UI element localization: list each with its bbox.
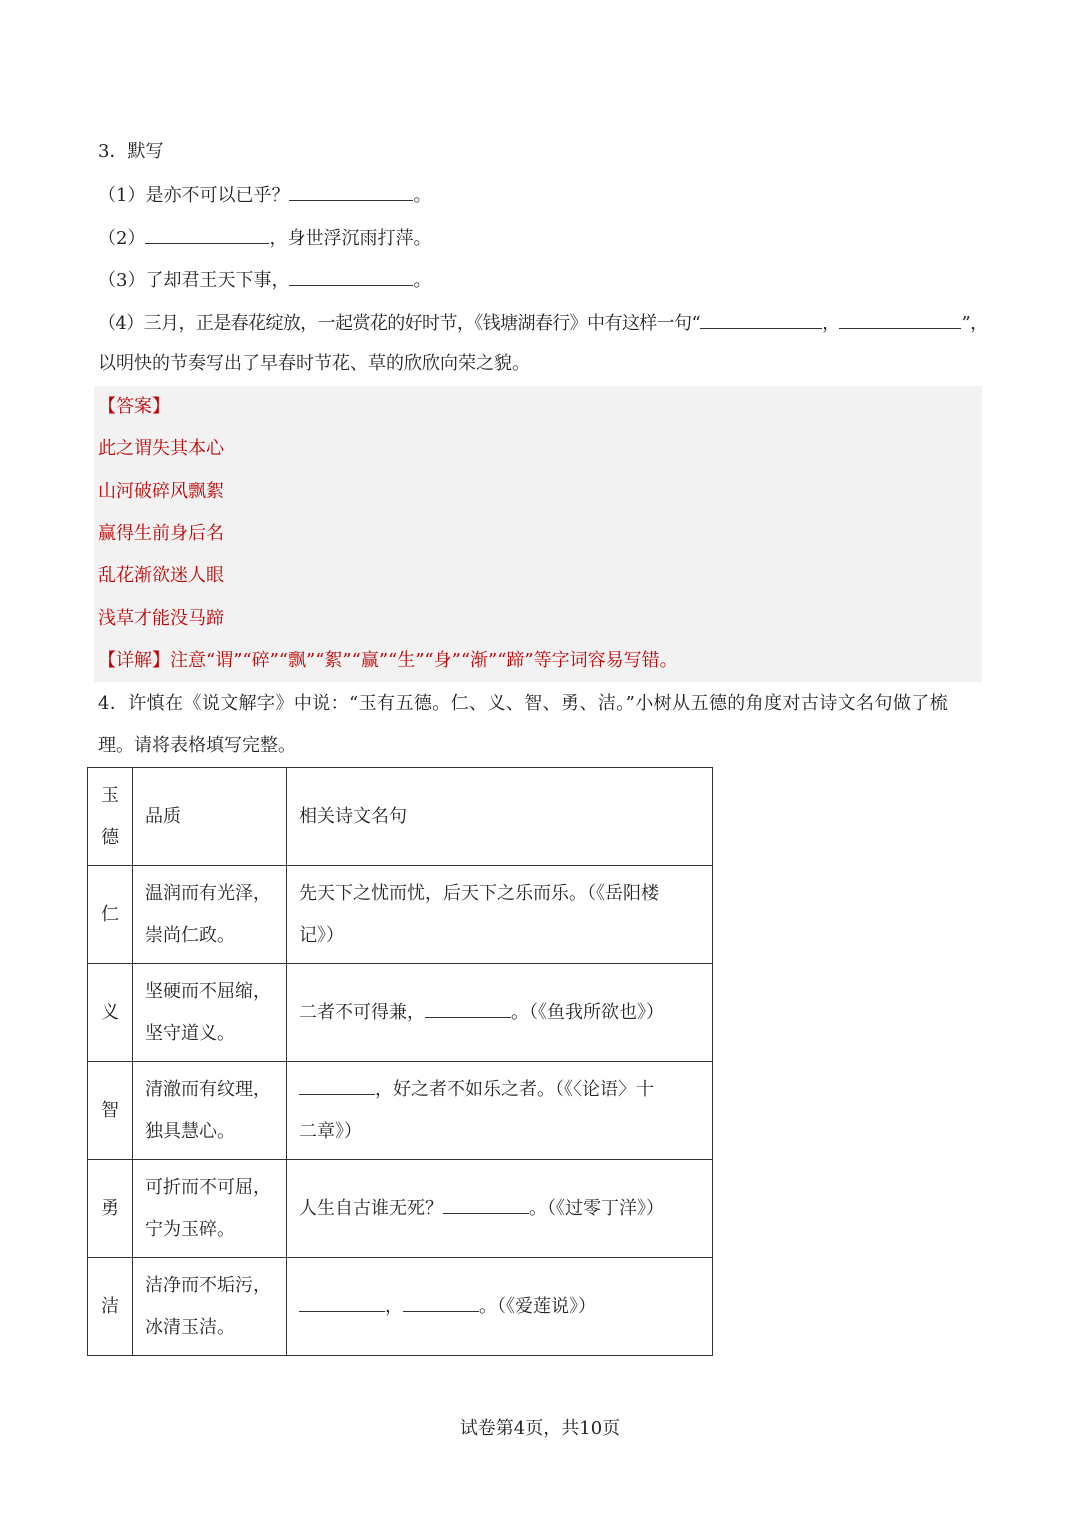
answer-line: 乱花渐欲迷人眼 (98, 565, 224, 586)
q3-item-4: （4）三月，正是春花绽放，一起赏花的好时节，《钱塘湖春行》中有这样一句“ ， ”， (98, 310, 987, 336)
table-row (88, 964, 713, 1062)
table-row (88, 1258, 713, 1356)
page-footer: 试卷第4页，共10页 (459, 1418, 621, 1439)
answer-blank[interactable] (425, 999, 511, 1018)
quote-cell: ，好之者不如乐之者。（《〈论语〉十 二章》） (287, 1062, 713, 1160)
answer-blank[interactable] (289, 182, 413, 201)
answer-line: 赢得生前身后名 (98, 523, 224, 544)
detail-label: 【详解】 (98, 650, 170, 671)
virtue-table (87, 767, 713, 1356)
header-quote: 相关诗文名句 (287, 768, 713, 866)
table-row (88, 866, 713, 964)
answer-blank[interactable] (839, 310, 961, 329)
q3-item-4-cont: 以明快的节奏写出了早春时节花、草的欣欣向荣之貌。 (98, 353, 530, 374)
quality-cell: 清澈而有纹理， 独具慧心。 (133, 1062, 287, 1160)
virtue-cell: 洁 (88, 1258, 133, 1356)
answer-blank[interactable] (289, 267, 413, 286)
q3-title: 3．默写 (98, 141, 164, 162)
quality-cell: 洁净而不垢污， 冰清玉洁。 (133, 1258, 287, 1356)
answer-detail (98, 649, 678, 673)
quote-cell: 人生自古谁无死？ 。（《过零丁洋》） (287, 1160, 713, 1258)
q3-item-1: （1）是亦不可以已乎？ 。 (98, 182, 431, 208)
answer-blank[interactable] (443, 1195, 529, 1214)
header-quality: 品质 (133, 768, 287, 866)
answer-blank[interactable] (700, 310, 822, 329)
answer-line: 山河破碎风飘絮 (98, 481, 224, 502)
answer-line: 此之谓失其本心 (98, 438, 224, 459)
answer-blank[interactable] (403, 1293, 479, 1312)
table-header-row (88, 768, 713, 866)
virtue-cell: 勇 (88, 1160, 133, 1258)
q4-line-2: 理。请将表格填写完整。 (98, 735, 296, 756)
quality-cell: 可折而不可屈， 宁为玉碎。 (133, 1160, 287, 1258)
header-virtue: 玉 德 (88, 768, 133, 866)
quality-cell: 温润而有光泽， 崇尚仁政。 (133, 866, 287, 964)
answer-line: 浅草才能没马蹄 (98, 608, 224, 629)
quote-cell: 先天下之忧而忧，后天下之乐而乐。（《岳阳楼 记》） (287, 866, 713, 964)
q4-line-1: 4．许慎在《说文解字》中说：“玉有五德。仁、义、智、勇、洁。”小树从五德的角度对古诗文名句做了梳 (98, 693, 949, 714)
virtue-cell: 智 (88, 1062, 133, 1160)
answer-header: 【答案】 (98, 396, 170, 417)
q3-item-2: （2） ，身世浮沉雨打萍。 (98, 225, 431, 251)
quote-cell: ， 。（《爱莲说》） (287, 1258, 713, 1356)
q3-item-3: （3）了却君王天下事， 。 (98, 267, 431, 293)
table-row (88, 1062, 713, 1160)
answer-panel (94, 386, 982, 682)
detail-text: 注意“谓”“碎”“飘”“絮”“赢”“生”“身”“渐”“蹄”等字词容易写错。 (170, 650, 678, 671)
quality-cell: 坚硬而不屈缩， 坚守道义。 (133, 964, 287, 1062)
quote-cell: 二者不可得兼， 。（《鱼我所欲也》） (287, 964, 713, 1062)
answer-blank[interactable] (299, 1293, 385, 1312)
virtue-cell: 仁 (88, 866, 133, 964)
answer-blank[interactable] (145, 225, 269, 244)
table-row (88, 1160, 713, 1258)
virtue-cell: 义 (88, 964, 133, 1062)
answer-blank[interactable] (299, 1076, 375, 1095)
